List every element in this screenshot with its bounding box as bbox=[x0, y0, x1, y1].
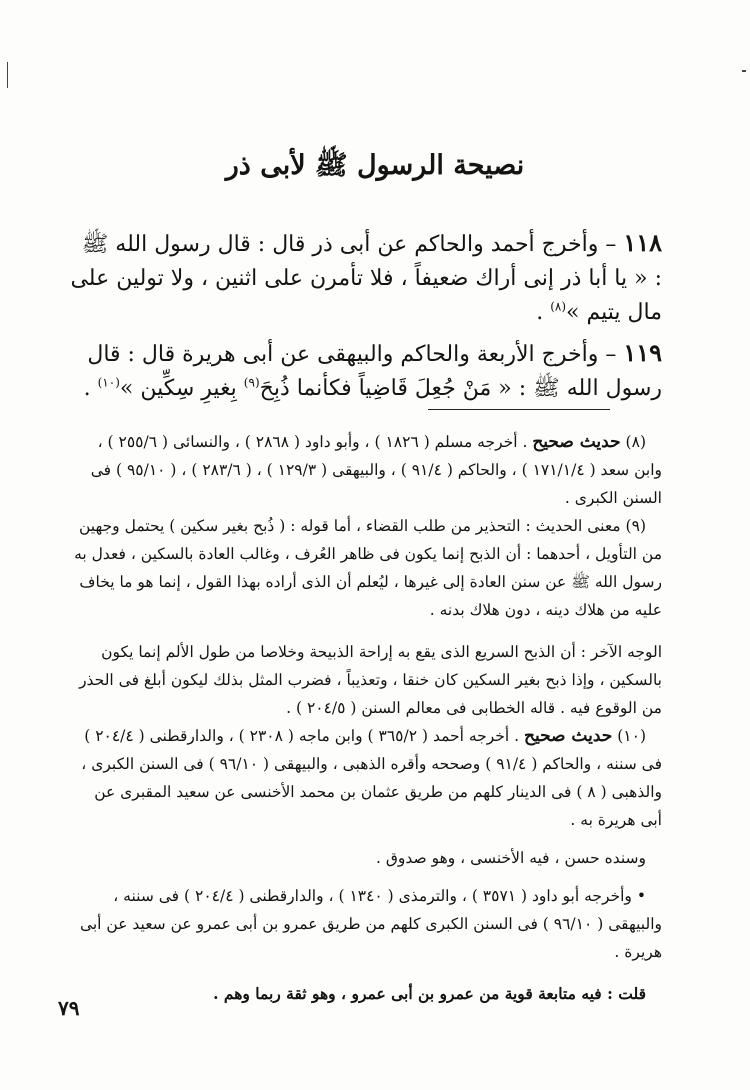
hadith-tail: . bbox=[536, 300, 551, 325]
footnote-number: (٨) bbox=[625, 433, 646, 451]
scan-edge-mark bbox=[7, 62, 8, 88]
footnote-ref: (٩) bbox=[243, 375, 260, 390]
footnote-text: الوجه الآخر : أن الذبح السريع الذى يقع به إراحة الذبيحة وخلاصا من طول الألم إنما يكون بالسكين ، وإذا ذبح بغير السكين كان خنقا ، وتعذيباً ، فضرب المثل بذلك ليكون أبلغ فى الحذر من الوقوع فيه . قاله الخطابى فى معالم السنن ( ٢٠٤/٥ ) . bbox=[79, 643, 662, 717]
hadith-tail: . bbox=[83, 376, 98, 401]
footnote-text: معنى الحديث : التحذير من طلب القضاء ، أما قوله : ( ذُبح بغير سكين ) يحتمل وجهين من التأويل ، أحدهما : أن الذبح إنما يكون فى ظاهر العُرف ، وغالب العادة بالسكين ، فعدل به رسول الله ﷺ عن سنن العادة إلى غيرها ، ليُعلم أن الذى أراده بهذا القول ، إنما هو ما يخاف عليه من هلاك دينه ، دون هلاك بدنه . bbox=[74, 517, 662, 619]
page-number: ٧٩ bbox=[58, 996, 80, 1020]
bullet-icon: • bbox=[636, 887, 646, 905]
footnote-divider bbox=[428, 409, 610, 410]
footnote-10 bbox=[72, 722, 662, 834]
footnote-8 bbox=[72, 428, 662, 512]
hadith-number: ١١٩ bbox=[623, 338, 662, 367]
grade-label: حديث صحيح bbox=[532, 432, 621, 452]
hadith-number: ١١٨ bbox=[623, 228, 662, 257]
footnote-9-second-meaning bbox=[72, 638, 662, 722]
takhrij-note bbox=[72, 882, 662, 966]
hadith-118 bbox=[70, 226, 662, 330]
hadith-text: – وأخرج أحمد والحاكم عن أبى ذر قال : قال رسول الله ﷺ : « يا أبا ذر إنى أراك ضعيفاً ، فلا تأمرن على اثنين ، ولا تولين على مال يتيم » bbox=[70, 232, 662, 325]
footnote-text: . أخرجه مسلم ( ١٨٢٦ ) ، وأبو داود ( ٢٨٦٨ ) ، والنسائى ( ٢٥٥/٦ ) ، وابن سعد ( ١٧١/١/٤ ) ، والحاكم ( ٩١/٤ ) ، والبيهقى ( ١٢٩/٣ ) ، ( ٢٨٣/٦ ) ، ( ٩٥/١٠ ) فى السنن الكبرى . bbox=[90, 433, 662, 507]
footnote-text: وأخرجه أبو داود ( ٣٥٧١ ) ، والترمذى ( ١٣٤٠ ) ، والدارقطنى ( ٢٠٤/٤ ) فى سننه ، والبيهقى ( ٩٦/١٠ ) فى السنن الكبرى كلهم من طريق عمرو بن أبى عمرو عن سعيد عن أبى هريرة . bbox=[79, 887, 662, 961]
grade-label: حديث صحيح bbox=[523, 726, 613, 746]
footnote-text: وسنده حسن ، فيه الأخنسى ، وهو صدوق . bbox=[376, 849, 646, 867]
hadith-text: – وأخرج الأربعة والحاكم والبيهقى عن أبى هريرة قال : قال رسول الله ﷺ : « مَنْ جُعِلَ قَاضِياً فكأنما ذُبِحَ bbox=[87, 342, 662, 401]
footnote-text: . أخرجه أحمد ( ٣٦٥/٢ ) وابن ماجه ( ٢٣٠٨ ) ، والدارقطنى ( ٢٠٤/٤ ) فى سننه ، والحاكم ( ٩١/٤ ) وصححه وأقره الذهبى ، والبيهقى ( ٩٦/١٠ ) فى السنن الكبرى ، والذهبى ( ٨ ) فى الدينار كلهم من طريق عثمان بن محمد الأخنسى عن سعيد المقبرى عن أبى هريرة به . bbox=[81, 727, 662, 829]
isnad-note bbox=[72, 844, 662, 872]
footnote-number: (١٠) bbox=[617, 727, 646, 745]
scan-edge-mark bbox=[742, 70, 746, 72]
footnote-number: (٩) bbox=[625, 517, 646, 535]
footnote-text: قلت : فيه متابعة قوية من عمرو بن أبى عمرو ، وهو ثقة ربما وهم . bbox=[213, 984, 646, 1003]
footnotes bbox=[72, 428, 662, 1008]
qultu-note bbox=[72, 980, 662, 1008]
page-title: نصيحة الرسول ﷺ لأبى ذر bbox=[225, 150, 525, 181]
footnote-9 bbox=[72, 512, 662, 624]
hadith-119 bbox=[70, 336, 662, 406]
hadith-text-continued: بِغيرِ سِكِّين » bbox=[119, 376, 244, 401]
footnote-ref: (٨) bbox=[550, 299, 567, 314]
footnote-ref: (١٠) bbox=[97, 375, 120, 390]
